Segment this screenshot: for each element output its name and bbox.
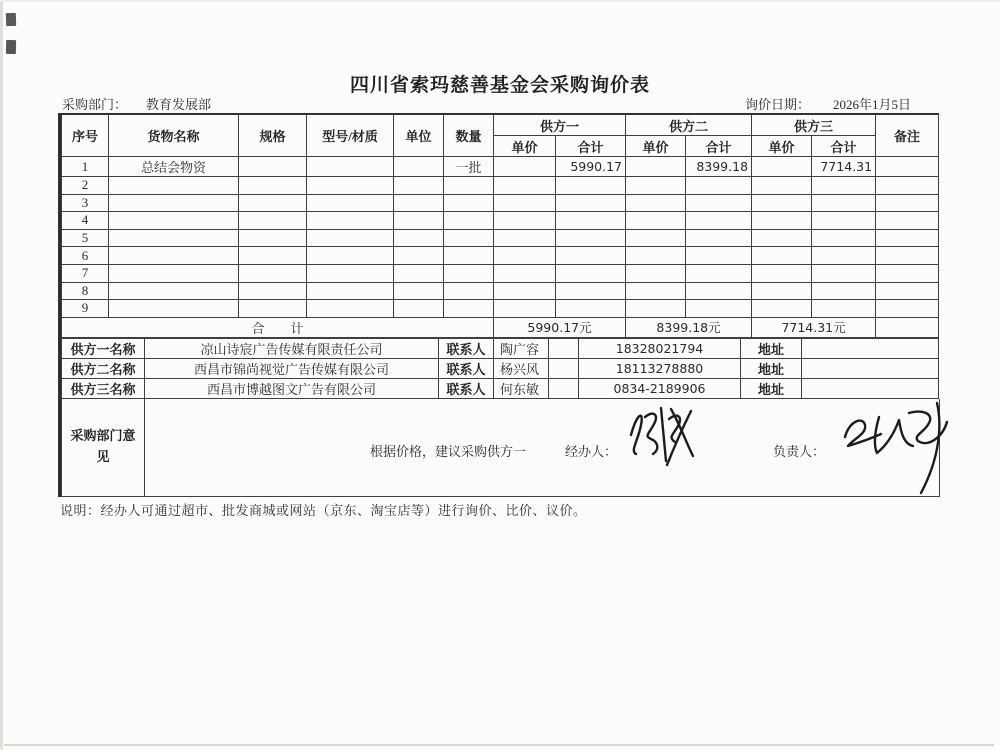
supplier1-name-label: 供方一名称 xyxy=(62,338,145,358)
table-row xyxy=(62,229,939,247)
opinion-label: 采购部门意见 xyxy=(62,399,145,496)
scan-top-edge xyxy=(0,0,1000,2)
seq-cell: 9 xyxy=(62,300,109,318)
date-value: 2026年1月5日 xyxy=(833,97,912,112)
col-header-supplier3: 供方三 xyxy=(752,114,876,136)
supplier2-phone: 18113278880 xyxy=(579,358,741,378)
scan-bottom-edge xyxy=(4,744,994,746)
supplier2-contact: 杨兴风 xyxy=(494,358,549,378)
handler-label: 经办人： xyxy=(565,443,618,459)
table-row xyxy=(62,194,939,212)
total-s3: 7714.31元 xyxy=(752,317,876,337)
seq-cell: 7 xyxy=(62,264,109,282)
col-header-remark: 备注 xyxy=(876,114,939,157)
seq-cell: 4 xyxy=(62,212,109,230)
table-row xyxy=(62,177,939,195)
supplier-table xyxy=(61,338,939,399)
qty-cell: 一批 xyxy=(444,157,494,177)
page-title: 四川省索玛慈善基金会采购询价表 xyxy=(349,75,650,96)
supplier2-address xyxy=(802,358,939,378)
col-header-spec: 规格 xyxy=(239,114,307,157)
contact-label: 联系人 xyxy=(439,338,494,358)
table-row xyxy=(62,282,939,300)
supplier3-company: 西昌市博越图文广告有限公司 xyxy=(145,378,439,398)
supplier3-contact: 何东敏 xyxy=(494,378,549,398)
scan-artifact-mark xyxy=(6,40,16,54)
col-header-goods: 货物名称 xyxy=(109,114,239,157)
supplier1-address xyxy=(802,338,939,358)
address-label: 地址 xyxy=(741,338,802,358)
col-header-supplier1: 供方一 xyxy=(494,114,626,136)
department-opinion-row xyxy=(61,399,940,497)
supplier1-contact: 陶广容 xyxy=(494,338,549,358)
address-label: 地址 xyxy=(741,358,802,378)
supplier2-company: 西昌市锦尚视觉广告传媒有限公司 xyxy=(145,358,439,378)
table-row xyxy=(62,247,939,265)
table-row xyxy=(62,264,939,282)
inquiry-form xyxy=(58,113,938,497)
s2-total-cell: 8399.18 xyxy=(686,157,752,177)
address-label: 地址 xyxy=(741,378,802,398)
col-header-s1-price: 单价 xyxy=(494,136,556,157)
dept-value: 教育发展部 xyxy=(146,97,212,112)
handler-signature xyxy=(617,401,697,485)
seq-cell: 8 xyxy=(62,282,109,300)
table-row xyxy=(62,300,939,318)
supplier2-name-label: 供方二名称 xyxy=(62,358,145,378)
col-header-s1-total: 合计 xyxy=(556,136,626,157)
form-meta xyxy=(0,94,1000,114)
opinion-content xyxy=(145,399,939,496)
contact-label: 联系人 xyxy=(439,358,494,378)
opinion-suggestion: 根据价格，建议采购供方一 xyxy=(370,443,527,459)
supplier3-name-label: 供方三名称 xyxy=(62,378,145,398)
total-row xyxy=(62,317,939,337)
supplier-row xyxy=(62,358,939,378)
date-label: 询价日期： xyxy=(745,97,811,112)
seq-cell: 5 xyxy=(62,229,109,247)
total-s1: 5990.17元 xyxy=(494,317,626,337)
supplier1-company: 凉山诗宸广告传媒有限责任公司 xyxy=(145,338,439,358)
table-row xyxy=(62,212,939,230)
scan-artifact-mark xyxy=(6,13,16,26)
col-header-s3-total: 合计 xyxy=(812,136,876,157)
seq-cell: 6 xyxy=(62,247,109,265)
col-header-s2-price: 单价 xyxy=(626,136,686,157)
col-header-supplier2: 供方二 xyxy=(626,114,752,136)
total-s2: 8399.18元 xyxy=(626,317,752,337)
supplier1-phone: 18328021794 xyxy=(579,338,741,358)
dept-label: 采购部门： xyxy=(62,97,128,112)
footnote: 说明：经办人可通过超市、批发商城或网站（京东、淘宝店等）进行询价、比价、议价。 xyxy=(60,503,587,518)
col-header-qty: 数量 xyxy=(444,114,494,157)
seq-cell: 1 xyxy=(62,157,109,177)
manager-label: 负责人： xyxy=(773,443,826,459)
price-table xyxy=(61,113,939,338)
supplier-row xyxy=(62,338,939,358)
supplier3-phone: 0834-2189906 xyxy=(579,378,741,398)
contact-label: 联系人 xyxy=(439,378,494,398)
manager-signature xyxy=(835,395,955,505)
col-header-seq: 序号 xyxy=(62,114,109,157)
seq-cell: 2 xyxy=(62,177,109,195)
col-header-model: 型号/材质 xyxy=(307,114,394,157)
col-header-s3-price: 单价 xyxy=(752,136,812,157)
seq-cell: 3 xyxy=(62,194,109,212)
col-header-unit: 单位 xyxy=(394,114,444,157)
goods-cell: 总结会物资 xyxy=(109,157,239,177)
col-header-s2-total: 合计 xyxy=(686,136,752,157)
s3-total-cell: 7714.31 xyxy=(812,157,876,177)
s1-total-cell: 5990.17 xyxy=(556,157,626,177)
total-label: 合 计 xyxy=(62,317,494,337)
supplier-row xyxy=(62,378,939,398)
table-row xyxy=(62,157,939,177)
